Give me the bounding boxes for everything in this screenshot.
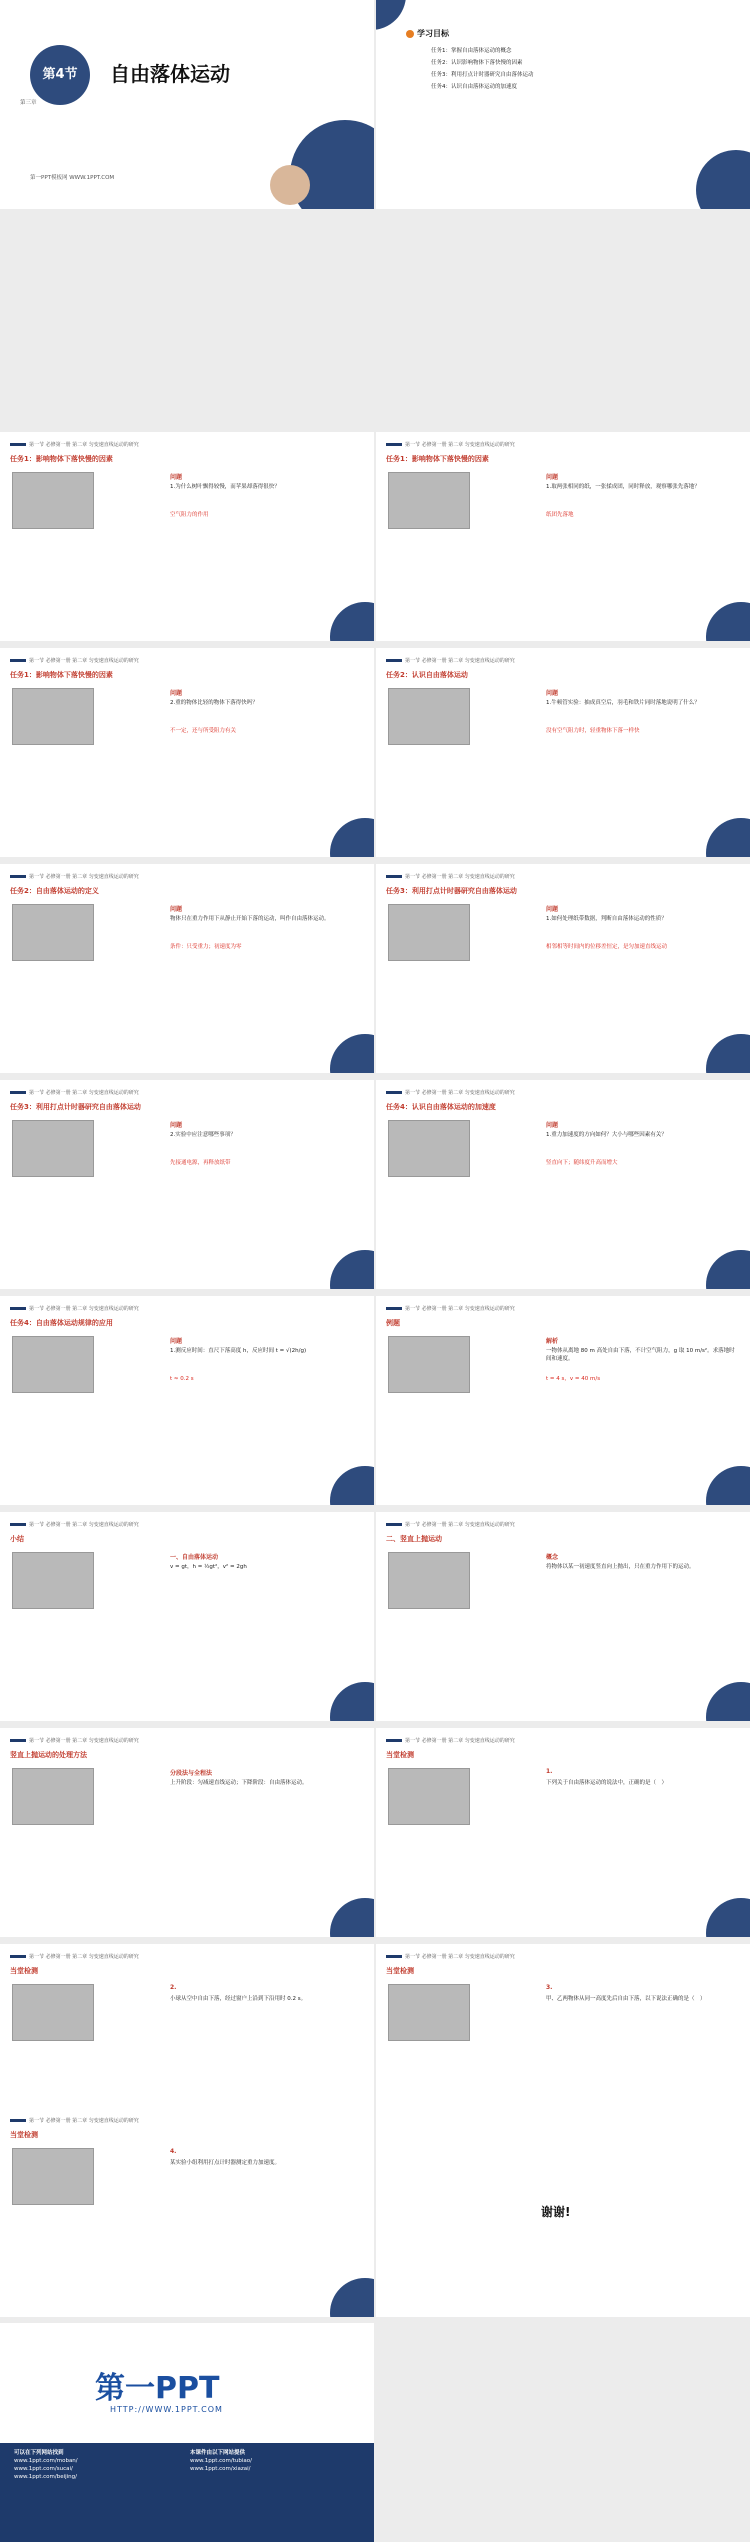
header-bar: [386, 1091, 402, 1094]
footer-link[interactable]: www.1ppt.com/tubiao/: [190, 2458, 252, 2464]
header-bar: [386, 1739, 402, 1742]
answer-text: t = 4 s，v = 40 m/s: [546, 1376, 601, 1382]
footer-link[interactable]: www.1ppt.com/moban/: [14, 2458, 78, 2464]
cover-site: 第一PPT模板网 WWW.1PPT.COM: [30, 175, 115, 181]
footer-band: [0, 2443, 374, 2542]
thanks-text: 谢谢!: [541, 2205, 571, 2219]
decor-circle: [706, 1898, 750, 1937]
question-text: 2.重的物体比轻的物体下落得快吗？: [170, 700, 258, 706]
task-title: 任务1：影响物体下落快慢的因素: [10, 671, 113, 679]
illustration: [388, 1768, 470, 1825]
task-title: 当堂检测: [386, 1967, 414, 1975]
footer-col-title: 可以在下列网站找到: [14, 2450, 64, 2456]
decor-circle: [330, 1898, 374, 1937]
question-label: 解析: [546, 1338, 559, 1345]
content-slide[interactable]: [376, 1728, 750, 1937]
content-slide[interactable]: [376, 1080, 750, 1289]
thanks-slide[interactable]: [376, 2108, 750, 2317]
decor-circle: [330, 1682, 374, 1721]
header-bar: [386, 1307, 402, 1310]
decor-circle: [330, 1466, 374, 1505]
question-label: 4.: [170, 2148, 177, 2155]
question-text: 下列关于自由落体运动的说法中，正确的是（ ）: [546, 1780, 668, 1786]
task-title: 二、竖直上抛运动: [386, 1535, 442, 1543]
content-slide[interactable]: [0, 1512, 374, 1721]
header-bar: [386, 875, 402, 878]
header-bar: [386, 443, 402, 446]
task-title: 竖直上抛运动的处理方法: [10, 1751, 87, 1759]
decor-circle: [270, 165, 310, 205]
question-text: 1.取两张相同的纸，一张揉成团，同时释放，观察哪张先落地？: [546, 484, 700, 490]
cover-slide[interactable]: [0, 0, 374, 209]
slide-header: 第一节 必修第一册 第二章 匀变速直线运动的研究: [386, 657, 515, 664]
task-title: 任务3：利用打点计时器研究自由落体运动: [386, 887, 517, 895]
decor-circle: [330, 1034, 374, 1073]
answer-text: 空气阻力的作用: [170, 512, 209, 518]
question-text: 一物体从离地 80 m 高处自由下落，不计空气阻力，g 取 10 m/s²。求落地时间和速度。: [546, 1348, 735, 1362]
decor-circle: [706, 1682, 750, 1721]
footer-slide[interactable]: [0, 2323, 374, 2542]
task-title: 任务2：自由落体运动的定义: [10, 887, 99, 895]
header-bar: [386, 1955, 402, 1958]
question-label: 问题: [170, 906, 183, 913]
task-title: 任务1：影响物体下落快慢的因素: [386, 455, 489, 463]
task-title: 任务1：影响物体下落快慢的因素: [10, 455, 113, 463]
footer-col-1: [14, 2449, 78, 2481]
illustration: [12, 1336, 94, 1393]
task-title: 当堂检测: [386, 1751, 414, 1759]
question-label: 问题: [170, 1338, 183, 1345]
content-slide[interactable]: [0, 1728, 374, 1937]
question-text: 某实验小组利用打点计时器测定重力加速度。: [170, 2160, 281, 2166]
question-text: 1.为什么树叶飘得较慢，而苹果却落得很快？: [170, 484, 280, 490]
illustration: [12, 688, 94, 745]
slide-header: 第一节 必修第一册 第二章 匀变速直线运动的研究: [10, 1521, 139, 1528]
decor-circle: [330, 602, 374, 641]
task-title: 当堂检测: [10, 2131, 38, 2139]
content-slide[interactable]: [0, 1296, 374, 1505]
illustration: [388, 1984, 470, 2041]
slide-header: 第一节 必修第一册 第二章 匀变速直线运动的研究: [10, 657, 139, 664]
decor-circle: [706, 602, 750, 641]
brand-url[interactable]: HTTP://WWW.1PPT.COM: [110, 2405, 223, 2414]
illustration: [12, 2148, 94, 2205]
decor-circle: [696, 150, 750, 209]
illustration: [388, 688, 470, 745]
header-bar: [10, 875, 26, 878]
section-badge: 第4节: [30, 45, 90, 105]
illustration: [388, 1120, 470, 1177]
footer-link[interactable]: www.1ppt.com/beijing/: [14, 2474, 78, 2480]
content-slide[interactable]: [376, 1296, 750, 1505]
slide-header: 第一节 必修第一册 第二章 匀变速直线运动的研究: [386, 1953, 515, 1960]
header-bar: [10, 1091, 26, 1094]
goal-item: 任务3：利用打点计时器研究自由落体运动: [431, 72, 534, 78]
question-text: 1.测反应时间：直尺下落高度 h，反应时间 t = √(2h/g): [170, 1348, 307, 1354]
question-label: 分段法与全程法: [170, 1770, 213, 1777]
goals-heading: 学习目标: [406, 28, 449, 39]
content-slide[interactable]: [376, 432, 750, 641]
brand-logo: 第一PPT: [95, 2371, 220, 2406]
illustration: [12, 1984, 94, 2041]
goal-item: 任务1：掌握自由落体运动的概念: [431, 48, 512, 54]
decor-circle: [330, 2278, 374, 2317]
task-title: 任务4：自由落体运动规律的应用: [10, 1319, 113, 1327]
goal-item: 任务4：认识自由落体运动的加速度: [431, 84, 518, 90]
illustration: [12, 472, 94, 529]
header-bar: [10, 1739, 26, 1742]
slide-header: 第一节 必修第一册 第二章 匀变速直线运动的研究: [10, 1953, 139, 1960]
slide-header: 第一节 必修第一册 第二章 匀变速直线运动的研究: [10, 2117, 139, 2124]
header-bar: [10, 443, 26, 446]
illustration: [12, 1768, 94, 1825]
answer-text: 竖直向下；随纬度升高而增大: [546, 1160, 618, 1166]
question-label: 2.: [170, 1984, 177, 1991]
task-title: 当堂检测: [10, 1967, 38, 1975]
question-text: 1.重力加速度的方向如何？大小与哪些因素有关？: [546, 1132, 667, 1138]
decor-circle: [706, 1034, 750, 1073]
bullet-icon: [406, 30, 414, 38]
answer-text: t ≈ 0.2 s: [170, 1376, 194, 1382]
header-bar: [10, 1955, 26, 1958]
decor-circle: [706, 1466, 750, 1505]
question-label: 问题: [170, 474, 183, 481]
content-slide[interactable]: [376, 864, 750, 1073]
header-bar: [10, 659, 26, 662]
decor-circle: [376, 0, 406, 30]
header-bar: [10, 1523, 26, 1526]
question-text: 1.如何处理纸带数据，判断自由落体运动的性质？: [546, 916, 667, 922]
illustration: [12, 1552, 94, 1609]
question-label: 1.: [546, 1768, 553, 1775]
chapter-tag: 第三章: [20, 100, 37, 106]
goal-item: 任务2：认识影响物体下落快慢的因素: [431, 60, 523, 66]
question-label: 一、自由落体运动: [170, 1554, 219, 1561]
answer-text: 相邻相等时间内的位移差恒定，是匀加速直线运动: [546, 944, 668, 950]
task-title: 例题: [386, 1319, 400, 1327]
slide-header: 第一节 必修第一册 第二章 匀变速直线运动的研究: [386, 1305, 515, 1312]
footer-link[interactable]: www.1ppt.com/sucai/: [14, 2466, 73, 2472]
question-text: 甲、乙两物体从同一高度先后自由下落，以下说法正确的是（ ）: [546, 1996, 706, 2002]
decor-circle: [330, 818, 374, 857]
question-label: 问题: [546, 690, 559, 697]
question-label: 概念: [546, 1554, 559, 1561]
task-title: 小结: [10, 1535, 24, 1543]
content-slide[interactable]: [376, 648, 750, 857]
slide-header: 第一节 必修第一册 第二章 匀变速直线运动的研究: [10, 873, 139, 880]
slide-header: 第一节 必修第一册 第二章 匀变速直线运动的研究: [10, 1305, 139, 1312]
content-slide[interactable]: [0, 648, 374, 857]
task-title: 任务2：认识自由落体运动: [386, 671, 468, 679]
slide-header: 第一节 必修第一册 第二章 匀变速直线运动的研究: [386, 1737, 515, 1744]
task-title: 任务4：认识自由落体运动的加速度: [386, 1103, 496, 1111]
decor-circle: [706, 818, 750, 857]
question-text: 上升阶段：匀减速直线运动；下降阶段：自由落体运动。: [170, 1780, 308, 1786]
question-text: 物体只在重力作用下从静止开始下落的运动，叫作自由落体运动。: [170, 916, 330, 922]
question-text: 1.牛顿管实验：抽成真空后，羽毛和铁片同时落地说明了什么？: [546, 700, 700, 706]
illustration: [12, 1120, 94, 1177]
illustration: [388, 472, 470, 529]
question-label: 问题: [546, 906, 559, 913]
question-label: 问题: [546, 1122, 559, 1129]
slide-header: 第一节 必修第一册 第二章 匀变速直线运动的研究: [10, 441, 139, 448]
question-text: 将物体以某一初速度竖直向上抛出，只在重力作用下的运动。: [546, 1564, 695, 1570]
slide-header: 第一节 必修第一册 第二章 匀变速直线运动的研究: [10, 1089, 139, 1096]
footer-col-title: 本课件由以下网站提供: [190, 2450, 246, 2456]
header-bar: [10, 1307, 26, 1310]
header-bar: [386, 659, 402, 662]
task-title: 任务3：利用打点计时器研究自由落体运动: [10, 1103, 141, 1111]
question-label: 问题: [546, 474, 559, 481]
header-bar: [386, 1523, 402, 1526]
goals-slide[interactable]: [376, 0, 750, 209]
decor-circle: [706, 1250, 750, 1289]
answer-text: 先接通电源，再释放纸带: [170, 1160, 231, 1166]
cover-title: 自由落体运动: [110, 62, 230, 86]
header-bar: [10, 2119, 26, 2122]
footer-link[interactable]: www.1ppt.com/xiazai/: [190, 2466, 251, 2472]
slide-header: 第一节 必修第一册 第二章 匀变速直线运动的研究: [386, 1089, 515, 1096]
answer-text: 不一定，还与所受阻力有关: [170, 728, 237, 734]
question-label: 3.: [546, 1984, 553, 1991]
content-slide[interactable]: [0, 864, 374, 1073]
content-slide[interactable]: [0, 432, 374, 641]
illustration: [12, 904, 94, 961]
slide-header: 第一节 必修第一册 第二章 匀变速直线运动的研究: [386, 1521, 515, 1528]
question-text: 小球从空中自由下落，经过窗户上沿到下沿用时 0.2 s。: [170, 1996, 307, 2002]
answer-text: 条件：只受重力；初速度为零: [170, 944, 242, 950]
question-label: 问题: [170, 1122, 183, 1129]
slide-header: 第一节 必修第一册 第二章 匀变速直线运动的研究: [386, 873, 515, 880]
decor-circle: [330, 1250, 374, 1289]
illustration: [388, 904, 470, 961]
question-label: 问题: [170, 690, 183, 697]
answer-text: 没有空气阻力时，轻重物体下落一样快: [546, 728, 640, 734]
content-slide[interactable]: [0, 1080, 374, 1289]
illustration: [388, 1336, 470, 1393]
answer-text: 纸团先落地: [546, 512, 574, 518]
slide-header: 第一节 必修第一册 第二章 匀变速直线运动的研究: [10, 1737, 139, 1744]
illustration: [388, 1552, 470, 1609]
slide-header: 第一节 必修第一册 第二章 匀变速直线运动的研究: [386, 441, 515, 448]
footer-col-2: [190, 2449, 252, 2473]
question-text: v = gt，h = ½gt²，v² = 2gh: [170, 1564, 247, 1570]
content-slide[interactable]: [0, 2108, 374, 2317]
question-text: 2.实验中应注意哪些事项？: [170, 1132, 236, 1138]
content-slide[interactable]: [376, 1512, 750, 1721]
